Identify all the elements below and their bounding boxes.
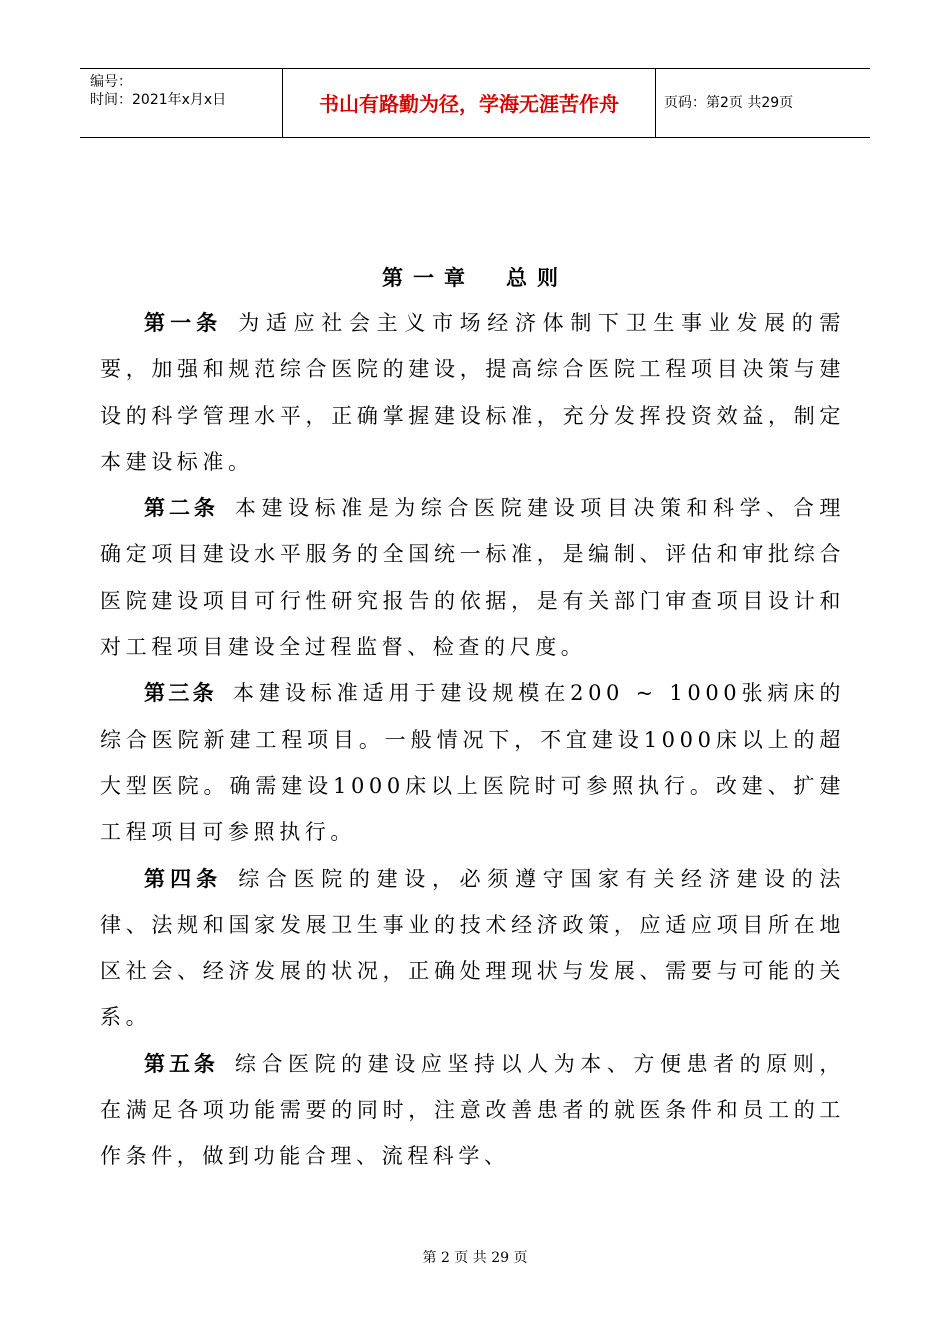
motto-text: 书山有路勤为径，学海无涯苦作舟 [319, 92, 619, 116]
header-motto-cell [282, 69, 656, 137]
article-label: 第一条 [144, 311, 223, 335]
article-4 [100, 856, 845, 1041]
article-2 [100, 485, 845, 670]
article-label: 第二条 [144, 496, 219, 521]
header-info-cell [80, 69, 282, 137]
number-label: 编号： [90, 74, 132, 90]
page-footer: 第 2 页 共 29 页 [422, 1250, 528, 1266]
article-text: 综合医院的建设应坚持以人为本、方便患者的原则，在满足各项功能需要的同时，注意改善患者的就医条件和员工的工作条件，做到功能合理、流程科学、 [100, 1051, 845, 1169]
article-3 [100, 670, 845, 855]
time-label: 时间：2021年x月x日 [90, 92, 227, 108]
article-text: 综合医院的建设，必须遵守国家有关经济建设的法律、法规和国家发展卫生事业的技术经济政策，应适应项目所在地区社会、经济发展的状况，正确处理现状与发展、需要与可能的关系。 [100, 866, 846, 1030]
article-5 [100, 1041, 845, 1180]
article-label: 第三条 [144, 681, 217, 706]
header-page-info: 页码：第2页 共29页 [664, 95, 794, 111]
article-text: 本建设标准适用于建设规模在200 ~ 1000张病床的综合医院新建工程项目。一般情况下，不宜建设1000床以上的超大型医院。确需建设1000床以上医院时可参照执行。改建、扩建工程项目可参照执行。 [100, 681, 845, 845]
document-body [100, 300, 845, 1180]
article-1 [100, 300, 845, 485]
header-page-cell [656, 69, 870, 137]
article-text: 为适应社会主义市场经济体制下卫生事业发展的需要，加强和规范综合医院的建设，提高综合医院工程项目决策与建设的科学管理水平，正确掌握建设标准，充分发挥投资效益，制定本建设标准。 [100, 311, 846, 474]
chapter-title: 第一章 总则 [382, 266, 568, 290]
article-label: 第五条 [144, 1051, 219, 1076]
page-header [80, 68, 870, 138]
article-text: 本建设标准是为综合医院建设项目决策和科学、合理确定项目建设水平服务的全国统一标准，是编制、评估和审批综合医院建设项目可行性研究报告的依据，是有关部门审查项目设计和对工程项目建设全过程监督、检查的尺度。 [100, 496, 845, 660]
article-label: 第四条 [144, 866, 223, 891]
